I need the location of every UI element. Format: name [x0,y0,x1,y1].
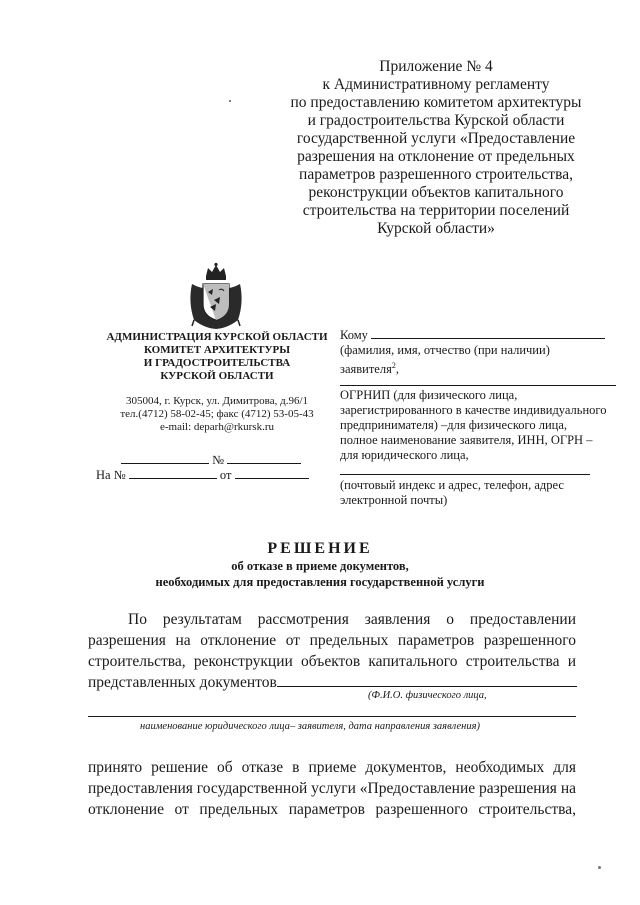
issuer-name [88,331,346,383]
recipient-to-label: Кому [340,328,368,342]
recipient-ogrn-line: ОГРНИП (для физического лица, [340,388,518,402]
scan-speck [229,100,231,102]
body-line-last [88,672,576,693]
recipient-hint-tail: , [395,362,399,377]
registration-date-blank[interactable] [121,452,209,464]
recipient-hint-line-2 [340,358,620,377]
appendix-line: к Административному регламенту [322,76,550,93]
decision-title: РЕШЕНИЕ [267,540,373,557]
appendix-line: государственной услуги «Предоставление [296,130,576,147]
issuer-email: e-mail: deparh@rkursk.ru [160,421,274,433]
recipient-ogrn-hint [340,388,620,463]
appendix-line: Приложение № 4 [379,58,493,75]
issuer-name-line: КУРСКОЙ ОБЛАСТИ [160,370,274,382]
in-reply-from-label: от [219,468,232,482]
applicant-details-line[interactable] [88,716,576,717]
footnote-marker: 2 [391,361,396,370]
recipient-name-line[interactable] [340,385,616,386]
body-line: отклонение от предельных параметров разрешенного строительства, [88,801,576,818]
issuer-name-line: И ГРАДОСТРОИТЕЛЬСТВА [143,357,291,369]
recipient-contact-line-text: электронной почты) [340,493,448,507]
appendix-line: Курской области» [377,220,495,237]
appendix-line: строительства на территории поселений [302,202,570,219]
recipient-ogrn-line: зарегистрированного в качестве индивидуального [340,403,607,417]
scan-speck [598,866,601,869]
registration-number-blank[interactable] [227,452,301,464]
recipient-hint-line: (фамилия, имя, отчество (при наличии) [340,343,550,357]
caption-applicant-details: наименование юридического лица– заявителя, дата направления заявления) [140,721,480,732]
in-reply-number-blank[interactable] [129,467,217,479]
recipient-to-row [340,327,620,343]
decision-subtitle-line: об отказе в приеме документов, [231,559,409,573]
body-line: принято решение об отказе в приеме документов, необходимых для [88,759,576,776]
decision-subtitle-line: необходимых для предоставления государственной услуги [155,575,485,589]
applicant-name-blank[interactable] [277,675,577,687]
issuer-address: 305004, г. Курск, ул. Димитрова, д.96/1 [125,395,309,407]
recipient-contact-line[interactable] [340,474,590,475]
in-reply-label: На № [96,468,126,482]
body-line-text: представленных документов [88,674,277,691]
body-line: По результатам рассмотрения заявления о предоставлении [128,611,576,628]
decision-subtitle [0,558,640,590]
appendix-header [286,58,586,238]
appendix-line: реконструкции объектов капитального [308,184,564,201]
issuer-phones: тел.(4712) 58-02-45; факс (4712) 53-05-43 [120,408,314,420]
in-reply-row [96,467,309,483]
in-reply-date-blank[interactable] [235,467,309,479]
issuer-name-line: АДМИНИСТРАЦИЯ КУРСКОЙ ОБЛАСТИ [106,331,328,343]
appendix-line: разрешения на отклонение от предельных [297,148,575,165]
body-paragraph-1 [88,609,576,693]
issuer-contacts [88,395,346,434]
appendix-line: и градостроительства Курской области [307,112,565,129]
registration-number-row [121,452,301,468]
recipient-contact-line-text: (почтовый индекс и адрес, телефон, адрес [340,478,564,492]
registration-number-label: № [212,453,225,467]
coat-of-arms-icon [186,262,246,330]
body-line: разрешения на отклонение от предельных параметров разрешенного [88,632,576,649]
appendix-line: по предоставлению комитетом архитектуры [290,94,582,111]
body-line: строительства, реконструкции объектов капитального строительства и [88,653,576,670]
issuer-name-line: КОМИТЕТ АРХИТЕКТУРЫ [143,344,291,356]
recipient-hint-text: заявителя [340,362,392,377]
recipient-ogrn-line: полное наименование заявителя, ИНН, ОГРН – [340,433,593,447]
recipient-ogrn-line: для юридического лица, [340,448,469,462]
body-paragraph-2 [88,757,576,820]
recipient-to-blank[interactable] [371,327,605,339]
recipient-name-hint [340,343,620,377]
recipient-contact-hint [340,478,620,508]
caption-applicant-name: (Ф.И.О. физического лица, [368,690,487,701]
appendix-line: параметров разрешенного строительства, [299,166,573,183]
recipient-ogrn-line: предпринимателя) –для физического лица, [340,418,568,432]
body-line: предоставления государственной услуги «Предоставление разрешения на [88,780,576,797]
